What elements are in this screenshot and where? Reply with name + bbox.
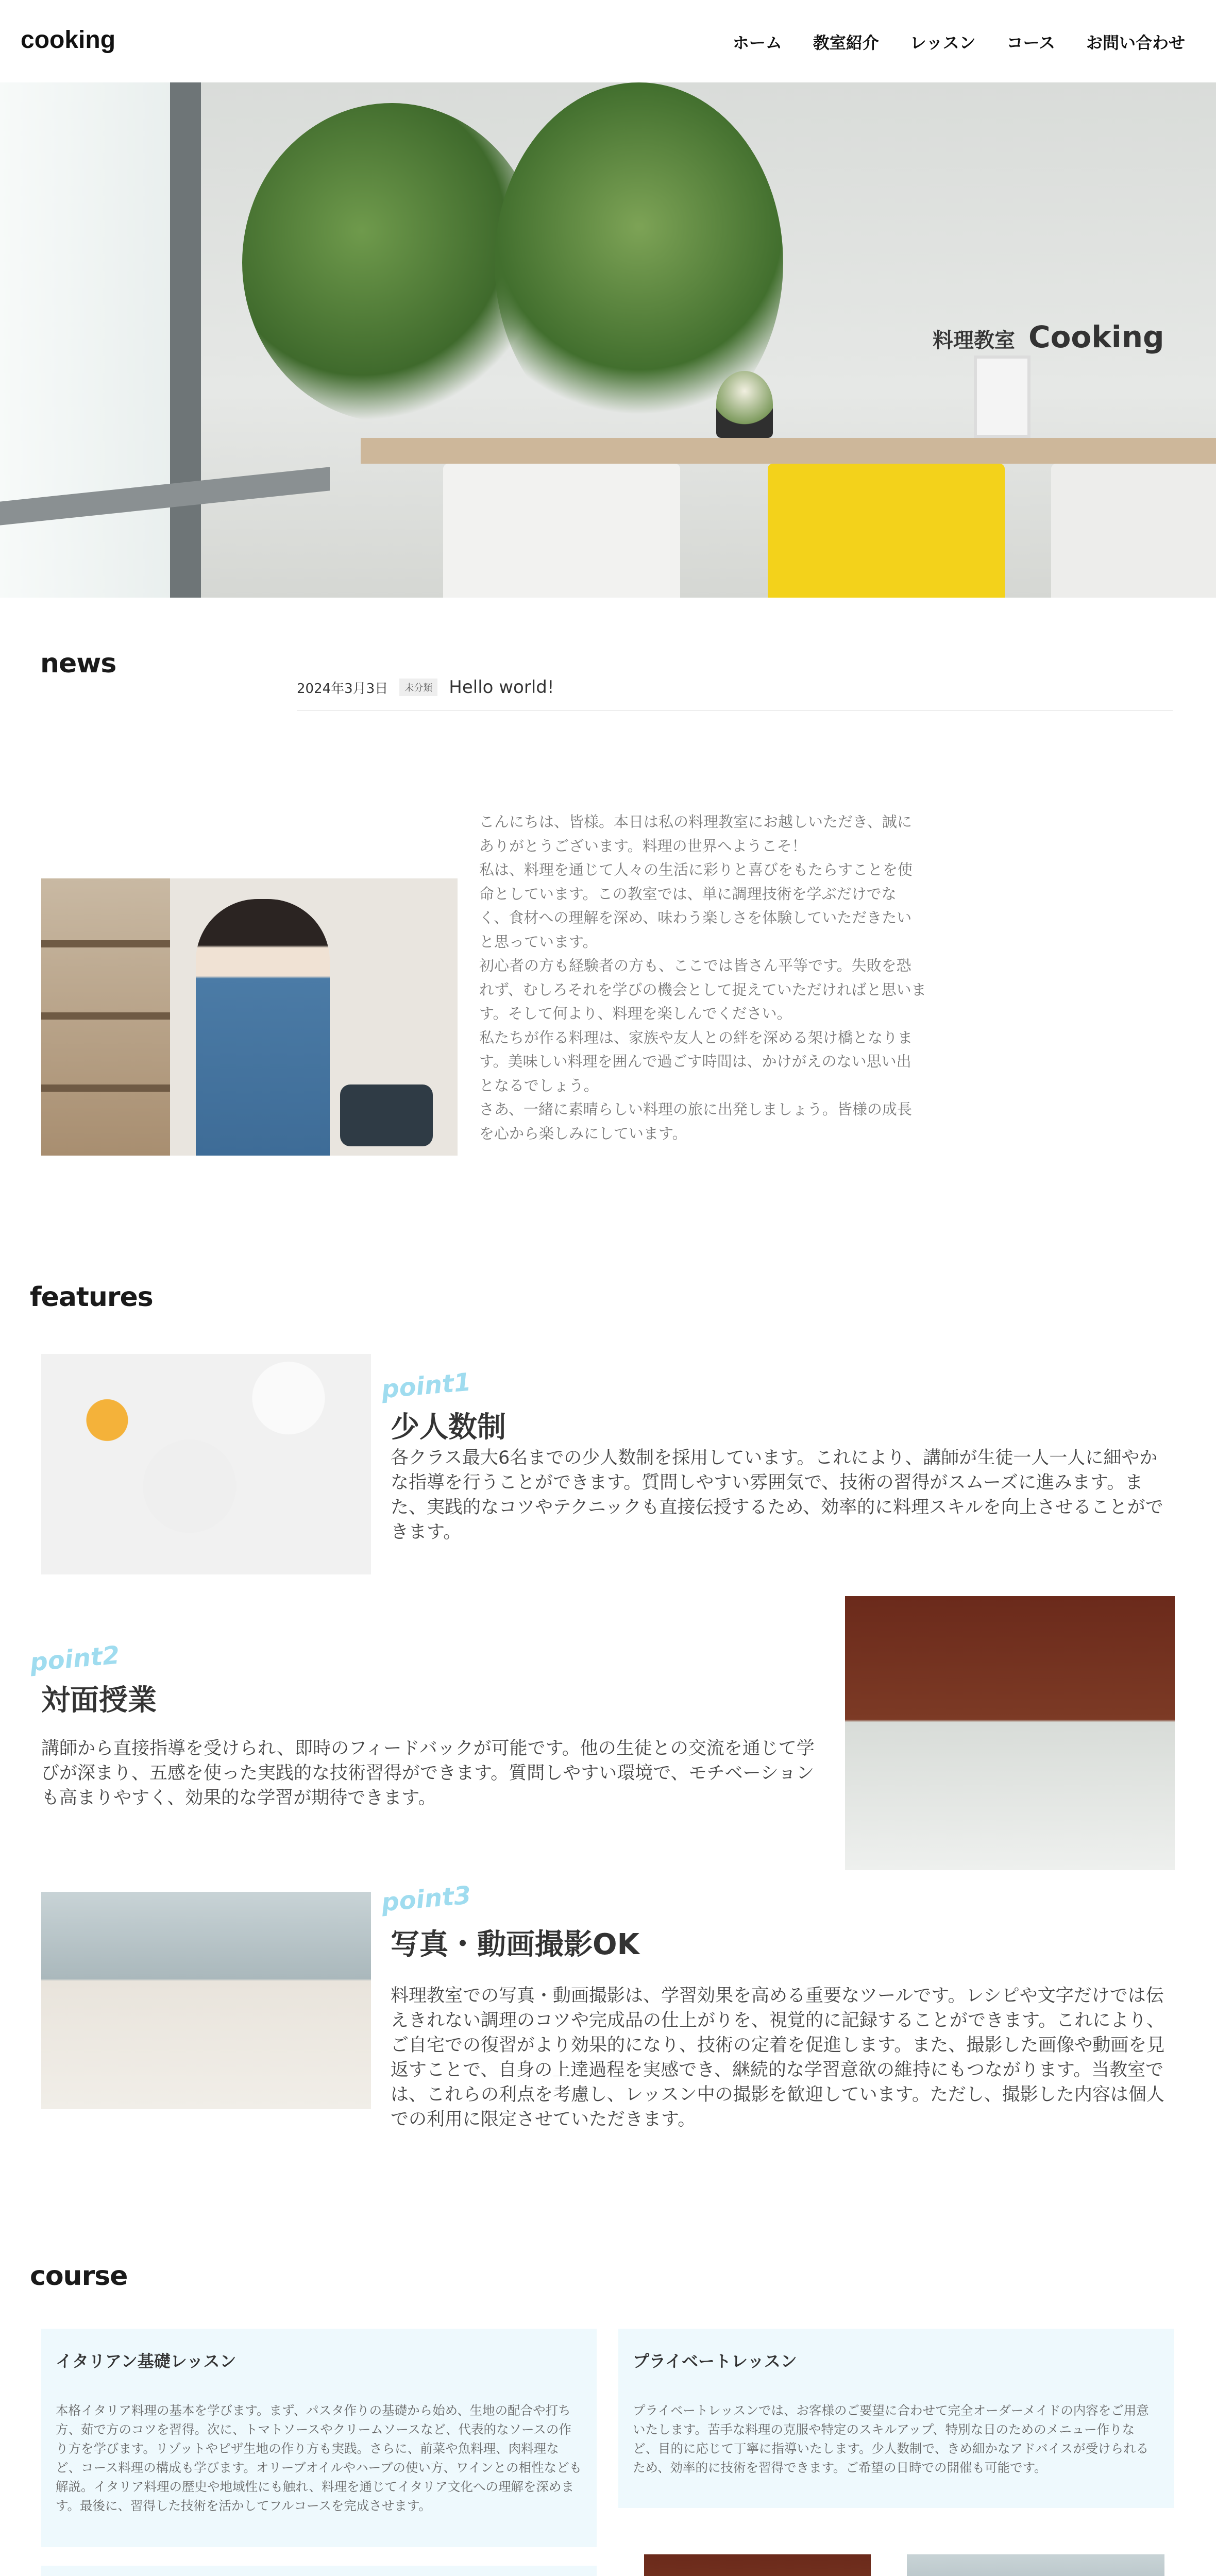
news-item[interactable] bbox=[297, 665, 1173, 711]
site-logo[interactable]: cooking bbox=[21, 26, 116, 54]
feature-heading: 少人数制 bbox=[391, 1411, 506, 1444]
hero-caption bbox=[933, 319, 1164, 354]
news-heading: news bbox=[40, 648, 116, 679]
nav-course[interactable]: コース bbox=[1006, 33, 1055, 53]
feature-photo-kitchen bbox=[845, 1596, 1175, 1870]
nav-about[interactable]: 教室紹介 bbox=[813, 33, 879, 53]
intro-line: す。美味しい料理を囲んで過ごす時間は、かけがえのない思い出 bbox=[479, 1053, 911, 1070]
intro-line: と思っています。 bbox=[479, 933, 598, 951]
hero-caption-jp: 料理教室 bbox=[933, 329, 1015, 352]
intro-line: ありがとうございます。料理の世界へようこそ！ bbox=[479, 837, 807, 855]
nav-lesson[interactable]: レッスン bbox=[909, 33, 976, 53]
feature-photo-cooking bbox=[41, 1892, 371, 2109]
site-header bbox=[0, 0, 1216, 82]
feature-heading: 写真・動画撮影OK bbox=[391, 1928, 639, 1961]
feature-body: 講師から直接指導を受けられ、即時のフィードバックが可能です。他の生徒との交流を通じて学びが深まり、五感を使った実践的な技術習得ができます。質問しやすい環境で、モチベーションも高まりやすく、効果的な学習が期待できます。 bbox=[41, 1738, 815, 1808]
hero-image bbox=[0, 82, 1216, 598]
teacher-photo bbox=[41, 878, 458, 1156]
course-card-body: プライベートレッスンでは、お客様のご要望に合わせて完全オーダーメイドの内容をご用意いたします。苦手な料理の克服や特定のスキルアップ、特別な日のためのメニュー作りなど、目的に応じて丁寧に指導いたします。少人数制で、きめ細かなアドバイスが受けられるため、効率的に技術を習得できます。ご希望の日時での開催も可能です。 bbox=[633, 2403, 1149, 2475]
course-photo-cooking bbox=[907, 2554, 1164, 2576]
course-card-body: 本格イタリア料理の基本を学びます。まず、パスタ作りの基礎から始め、生地の配合や打ち方、茹で方のコツを習得。次に、トマトソースやクリームソースなど、代表的なソースの作り方を学びます。リゾットやピザ生地の作り方も実践。さらに、前菜や魚料理、肉料理など、コース料理の構成も学びます。オリーブオイルやハーブの使い方、ワインとの相性なども解説。イタリア料理の歴史や地域性にも触れ、料理を通じてイタリア文化への理解を深めます。最後に、習得した技術を活かしてフルコースを完成させます。 bbox=[56, 2403, 582, 2513]
intro-line: く、食材への理解を深め、味わう楽しさを体験していただきたい bbox=[479, 909, 912, 926]
intro-line: を心から楽しみにしています。 bbox=[479, 1124, 687, 1142]
intro-text bbox=[479, 810, 958, 1145]
hero-caption-en: Cooking bbox=[1028, 319, 1164, 354]
intro-line: 命としています。この教室では、単に調理技術を学ぶだけでな bbox=[479, 885, 897, 903]
news-date: 2024年3月3日 bbox=[297, 681, 389, 697]
feature-photo-ingredients bbox=[41, 1354, 371, 1574]
feature-body: 各クラス最大6名までの少人数制を採用しています。これにより、講師が生徒一人一人に細やかな指導を行うことができます。質問しやすい雰囲気で、技術の習得がスムーズに進みます。また、実践的なコツやテクニックも直接伝授するため、効率的に料理スキルを向上させることができます。 bbox=[391, 1448, 1163, 1543]
intro-line: 私たちが作る料理は、家族や友人との絆を深める架け橋となりま bbox=[479, 1028, 913, 1046]
nav-contact[interactable]: お問い合わせ bbox=[1086, 33, 1185, 53]
intro-line: こんにちは、皆様。本日は私の料理教室にお越しいただき、誠に bbox=[479, 813, 912, 831]
course-card-title: イタリアン基礎レッスン bbox=[56, 2351, 237, 2371]
course-card-single bbox=[41, 2566, 597, 2576]
news-category-badge: 未分類 bbox=[399, 679, 437, 696]
intro-line: 初心者の方も経験者の方も、ここでは皆さん平等です。失敗を恐 bbox=[479, 957, 911, 974]
features-heading: features bbox=[30, 1282, 153, 1313]
feature-body: 料理教室での写真・動画撮影は、学習効果を高める重要なツールです。レシピや文字だけでは伝えきれない調理のコツや完成品の仕上がりを、視覚的に記録することができます。これにより、ご自宅での復習がより効果的になり、技術の定着を促進します。また、撮影した画像や動画を見返すことで、自身の上達過程を実感でき、継続的な学習意欲の維持にもつながります。当教室では、これらの利点を考慮し、レッスン中の撮影を歓迎しています。ただし、撮影した内容は個人での利用に限定させていただきます。 bbox=[391, 1986, 1165, 2130]
feature-point-label: point3 bbox=[380, 1880, 472, 1918]
course-card-italian bbox=[41, 2329, 597, 2547]
nav-home[interactable]: ホーム bbox=[732, 33, 782, 53]
main-nav bbox=[733, 30, 1185, 54]
feature-heading: 対面授業 bbox=[41, 1684, 157, 1717]
course-card-title: プライベートレッスン bbox=[633, 2351, 797, 2371]
feature-point-label: point2 bbox=[28, 1640, 121, 1677]
intro-line: となるでしょう。 bbox=[479, 1076, 599, 1094]
intro-line: さあ、一緒に素晴らしい料理の旅に出発しましょう。皆様の成長 bbox=[479, 1100, 912, 1118]
intro-line: れず、むしろそれを学びの機会として捉えていただければと思いま bbox=[479, 980, 926, 998]
intro-line: 私は、料理を通じて人々の生活に彩りと喜びをもたらすことを使 bbox=[479, 861, 913, 878]
feature-point-label: point1 bbox=[380, 1367, 472, 1404]
course-heading: course bbox=[30, 2261, 128, 2292]
course-photo-kitchen bbox=[644, 2554, 871, 2576]
news-link[interactable]: Hello world! bbox=[449, 677, 554, 698]
course-card-private bbox=[618, 2329, 1174, 2508]
intro-line: す。そして何より、料理を楽しんでください。 bbox=[479, 1005, 792, 1022]
